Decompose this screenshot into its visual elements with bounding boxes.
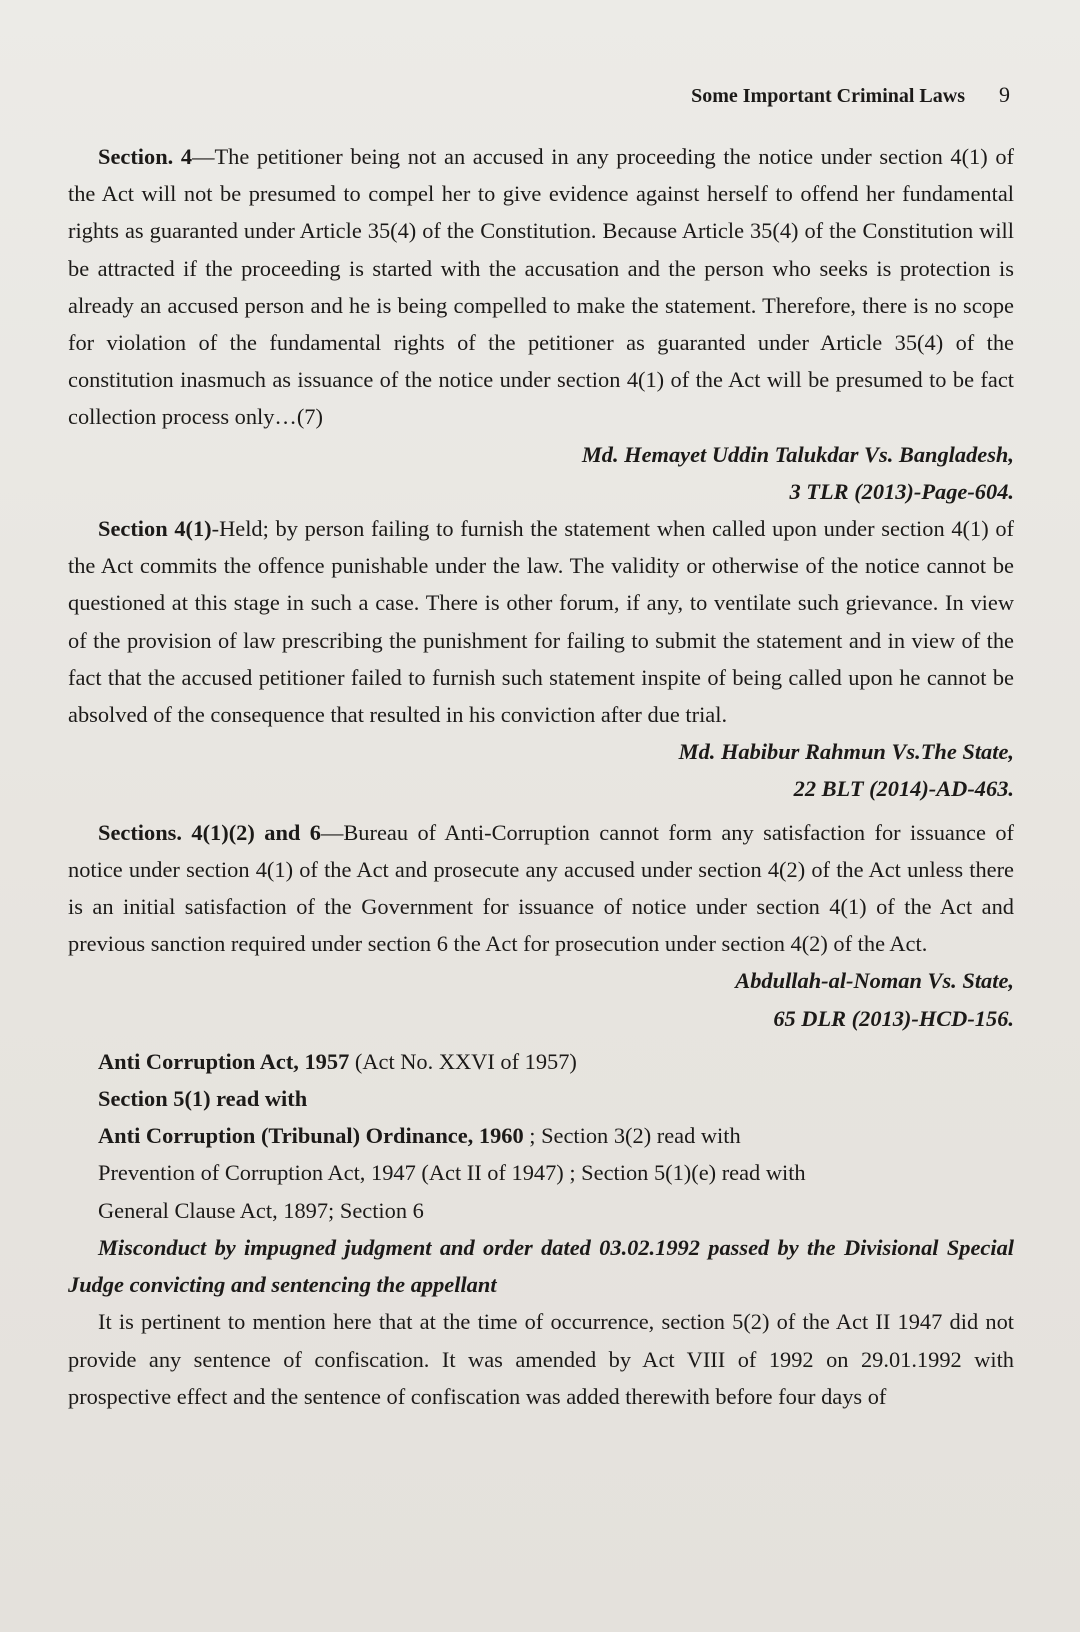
section-heading: Section 4(1) bbox=[98, 516, 212, 542]
page-number: 9 bbox=[999, 82, 1010, 107]
section-heading: Sections. 4(1)(2) and 6 bbox=[98, 819, 321, 845]
act-references bbox=[68, 1043, 1014, 1229]
section-heading: Section. 4 bbox=[98, 144, 193, 169]
header-title: Some Important Criminal Laws bbox=[691, 85, 965, 107]
act-line: Anti Corruption (Tribunal) Ordinance, 1960 ; Section 3(2) read with bbox=[98, 1123, 741, 1149]
case-citation-name: Md. Habibur Rahmun Vs.The State, bbox=[678, 739, 1014, 765]
paragraph-text: —The petitioner being not an accused in any proceeding the notice under section 4(1) of the Act will not be presumed to compel her to give evidence against herself to offend her fundamental rights as guaranted under Article 35(4) of the Constitution. Because Article 35(4) of the Constitution will be attracted if the proceeding is started with the accusation and the person who seeks is protection is already an accused person and he is being compelled to make the statement. Therefore, there is no scope for violation of the fundamental rights of the petitioner as guaranted under Article 35(4) of the constitution inasmuch as issuance of the notice under section 4(1) of the Act will be presumed to be fact collection process only…(7) bbox=[68, 144, 1014, 430]
case-citation-name: Abdullah-al-Noman Vs. State, bbox=[735, 968, 1014, 994]
case-citation-report: 3 TLR (2013)-Page-604. bbox=[789, 478, 1014, 504]
case-citation-name: Md. Hemayet Uddin Talukdar Vs. Bangladesh, bbox=[581, 441, 1014, 467]
act-line: General Clause Act, 1897; Section 6 bbox=[98, 1197, 424, 1223]
act-line: Section 5(1) read with bbox=[98, 1086, 308, 1112]
act-line: Anti Corruption Act, 1957 (Act No. XXVI of 1957) bbox=[98, 1048, 577, 1074]
running-header bbox=[691, 82, 1010, 108]
misconduct-heading: Misconduct by impugned judgment and order dated 03.02.1992 passed by the Divisional Special Judge convicting and sentencing the appellant bbox=[68, 1234, 1014, 1298]
case-citation-report: 22 BLT (2014)-AD-463. bbox=[793, 776, 1014, 802]
act-line: Prevention of Corruption Act, 1947 (Act II of 1947) ; Section 5(1)(e) read with bbox=[98, 1160, 806, 1186]
paragraph-section-4-1 bbox=[68, 510, 1014, 733]
paragraph-text: —Bureau of Anti-Corruption cannot form any satisfaction for issuance of notice under section 4(1) of the Act and prosecute any accused under section 4(2) of the Act unless there is an initial satisfaction of the Government for issuance of notice under section 4(1) of the Act and previous sanction required under section 6 the Act for prosecution under section 4(2) of the Act. bbox=[68, 819, 1014, 957]
final-paragraph: It is pertinent to mention here that at the time of occurrence, section 5(2) of the Act II 1947 did not provide any sentence of confiscation. It was amended by Act VIII of 1992 on 29.01.1992 with prospective effect and the sentence of confiscation was added therewith before four days of bbox=[68, 1309, 1014, 1409]
paragraph-text: -Held; by person failing to furnish the statement when called upon under section 4(1) of the Act commits the offence punishable under the law. The validity or otherwise of the notice cannot be questioned at this stage in such a case. There is other forum, if any, to ventilate such grievance. In view of the provision of law prescribing the punishment for failing to submit the statement and in view of the fact that the accused petitioner failed to furnish such statement inspite of being called upon he cannot be absolved of the consequence that resulted in his conviction after due trial. bbox=[68, 516, 1014, 728]
case-citation-report: 65 DLR (2013)-HCD-156. bbox=[773, 1005, 1014, 1031]
paragraph-section-4 bbox=[68, 138, 1014, 436]
page-body bbox=[68, 138, 1014, 1415]
paragraph-sections-4-1-2-and-6 bbox=[68, 814, 1014, 963]
